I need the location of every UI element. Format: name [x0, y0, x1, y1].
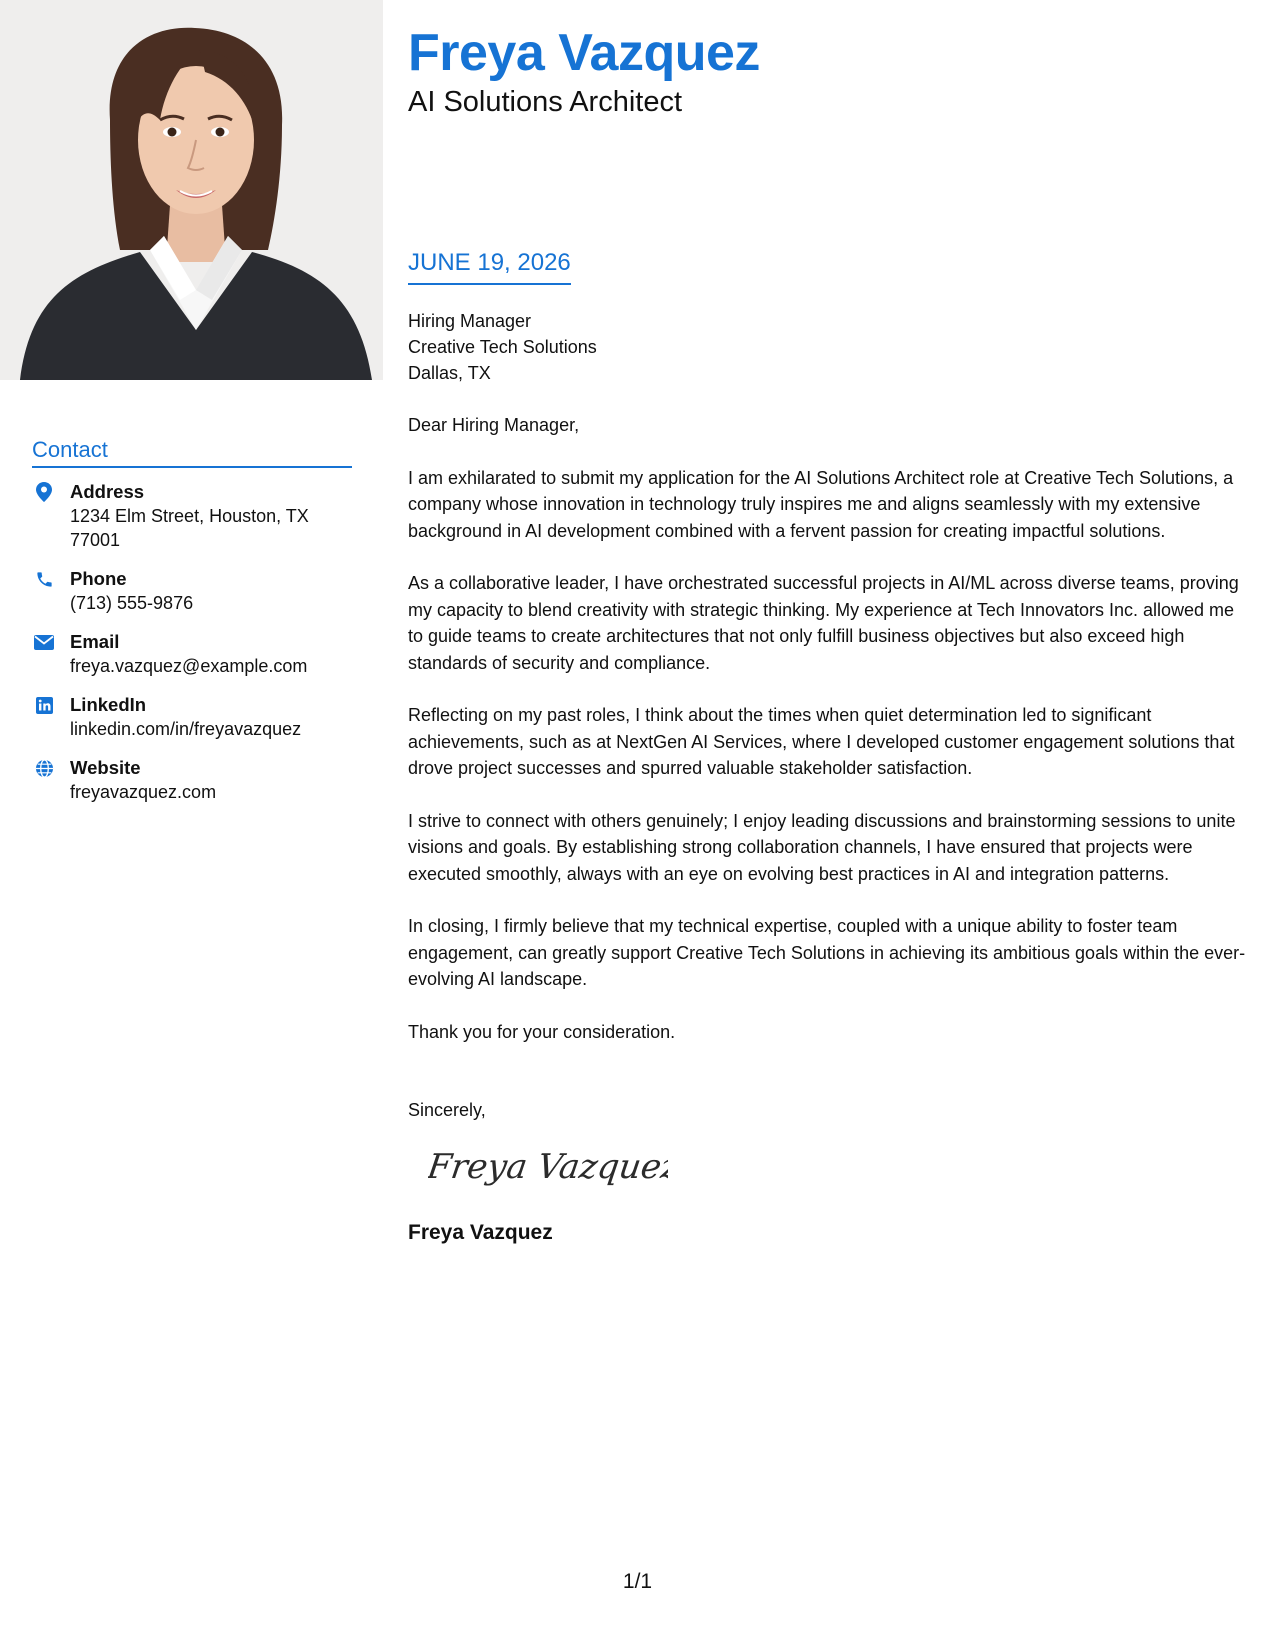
- contact-phone-label: Phone: [70, 568, 127, 589]
- applicant-name: Freya Vazquez: [408, 24, 760, 82]
- envelope-icon: [34, 632, 54, 652]
- contact-website: [32, 756, 352, 804]
- page-number: 1/1: [622, 1570, 653, 1593]
- contact-address-label: Address: [70, 481, 145, 502]
- profile-photo: [0, 0, 383, 380]
- contact-address-value: 1234 Elm Street, Houston, TX 77001: [70, 506, 309, 550]
- contact-section: [32, 437, 352, 819]
- recipient-line: Creative Tech Solutions: [408, 337, 597, 357]
- signature-text: Freya Vazquez: [428, 1146, 668, 1187]
- handwritten-signature: [428, 1136, 1250, 1198]
- contact-phone: [32, 567, 352, 615]
- salutation: Dear Hiring Manager,: [408, 415, 580, 435]
- recipient-line: Dallas, TX: [408, 363, 491, 383]
- paragraph: Reflecting on my past roles, I think about the times when quiet determination led to significant achievements, such as at NextGen AI Services, where I developed customer engagement solutions that drove project successes and spurred valuable stakeholder satisfaction.: [408, 705, 1235, 778]
- contact-email: [32, 630, 352, 678]
- contact-linkedin-value[interactable]: linkedin.com/in/freyavazquez: [70, 719, 302, 739]
- linkedin-icon: [34, 695, 54, 715]
- recipient-block: [408, 308, 1250, 386]
- recipient-line: Hiring Manager: [408, 311, 532, 331]
- contact-email-label: Email: [70, 631, 120, 652]
- contact-address: [32, 480, 352, 552]
- closing: Sincerely,: [408, 1100, 486, 1120]
- portrait-illustration: [0, 0, 383, 380]
- contact-linkedin: [32, 693, 352, 741]
- contact-website-value[interactable]: freyavazquez.com: [70, 782, 217, 802]
- contact-website-label: Website: [70, 757, 141, 778]
- signer-name: Freya Vazquez: [408, 1220, 553, 1244]
- letter-body: [408, 308, 1250, 1246]
- contact-linkedin-label: LinkedIn: [70, 694, 147, 715]
- contact-email-value[interactable]: freya.vazquez@example.com: [70, 656, 308, 676]
- job-title: AI Solutions Architect: [408, 86, 683, 118]
- globe-icon: [34, 758, 54, 778]
- letter-date: JUNE 19, 2026: [408, 248, 571, 285]
- paragraph: I strive to connect with others genuinely; I enjoy leading discussions and brainstorming sessions to unite visions and goals. By establishing strong collaboration channels, I have ensured that projects were executed smoothly, always with an eye on evolving best practices in AI and integration patterns.: [408, 810, 1236, 884]
- paragraph: Thank you for your consideration.: [408, 1021, 676, 1042]
- map-pin-icon: [34, 482, 54, 502]
- paragraph: In closing, I firmly believe that my technical expertise, coupled with a unique ability to foster team engagement, can greatly support Creative Tech Solutions in achieving its ambitious goals within the ever-evolving AI landscape.: [408, 916, 1246, 989]
- contact-heading: Contact: [32, 437, 352, 468]
- contact-phone-value: (713) 555-9876: [70, 593, 194, 613]
- paragraph: As a collaborative leader, I have orchestrated successful projects in AI/ML across diverse teams, proving my capacity to blend creativity with strategic thinking. My experience at Tech Innovators Inc. allowed me to guide teams to create architectures that not only fulfill business objectives but also exceed high standards of security and compliance.: [408, 573, 1239, 673]
- phone-icon: [34, 569, 54, 589]
- paragraph: I am exhilarated to submit my application for the AI Solutions Architect role at Creative Tech Solutions, a company whose innovation in technology truly inspires me and aligns seamlessly with my extensive background in AI development combined with a fervent passion for creating impactful solutions.: [408, 467, 1234, 541]
